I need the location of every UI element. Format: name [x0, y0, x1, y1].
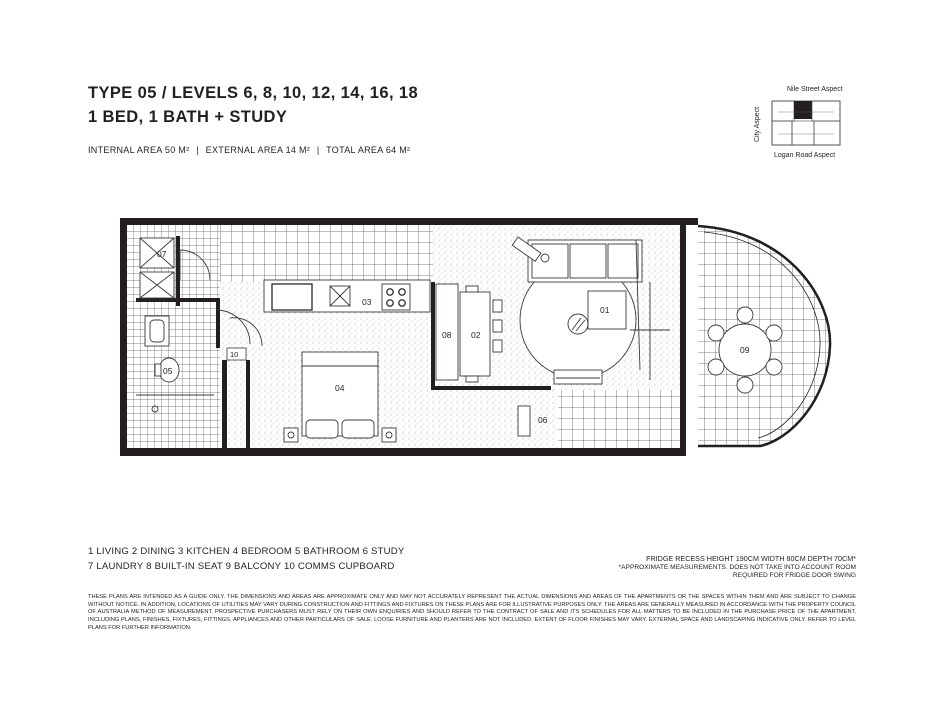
room-label-built-in-seat: 08	[442, 330, 452, 340]
room-label-laundry: 07	[157, 249, 167, 259]
hall-tiles	[558, 390, 680, 448]
room-label-comms-cupboard: 10	[230, 350, 239, 359]
fridge-note-line-3: REQUIRED FOR FRIDGE DOOR SWING	[732, 572, 856, 579]
room-label-bedroom: 04	[335, 383, 345, 393]
key-plan-north-label: Nile Street Aspect	[787, 86, 843, 93]
kitchen-tiles	[220, 222, 433, 282]
fridge-note-line-2: *APPROXIMATE MEASUREMENTS. DOES NOT TAKE INTO ACCOUNT ROOM	[618, 564, 856, 571]
room-label-living: 01	[600, 305, 610, 315]
key-plan-west-label: City Aspect	[754, 106, 761, 142]
room-label-dining: 02	[471, 330, 481, 340]
legend-line-2: 7 LAUNDRY 8 BUILT-IN SEAT 9 BALCONY 10 COMMS CUPBOARD	[88, 561, 395, 572]
room-label-study: 06	[538, 415, 548, 425]
plan-title: TYPE 05 / LEVELS 6, 8, 10, 12, 14, 16, 18	[88, 84, 419, 102]
kitchen-fixtures	[264, 280, 430, 312]
study-desk	[518, 406, 530, 436]
key-plan-unit-highlight	[794, 101, 812, 119]
plan-subtitle: 1 BED, 1 BATH + STUDY	[88, 108, 288, 126]
disclaimer: THESE PLANS ARE INTENDED AS A GUIDE ONLY. THE DIMENSIONS AND AREAS ARE APPROXIMATE ONLY AND MAY NOT ACCURATELY REPRESENT THE ACTUAL DIMENSIONS AND AREAS OF THE APARTMENTS OR THE SPACES WITHIN THEM AND ARE SUBJECT TO CHANGE WITHOUT NOTICE. IN ADDITION, LOCATIONS OF UTILITIES MAY VARY DURING CONSTRUCTION AND FITTINGS AND FIXTURES ON THESE PLANS ARE FOR ILLUSTRATIVE PURPOSES ONLY. THE AREAS ARE GENERALLY MEASURED IN ACCORDANCE WITH THE PROPERTY COUNCIL OF AUSTRALIA METHOD OF MEASUREMENT. PROSPECTIVE PURCHASERS MUST RELY ON THEIR OWN ENQUIRIES AND SHOULD REFER TO THE CONTRACT OF SALE AND ITS SCHEDULES FOR ALL MATTERS TO BE INCLUDED IN THE PURCHASE PRICE OF THE APARTMENT, INCLUDING PLANS, FINISHES, FIXTURES, FITTINGS, APPLIANCES AND OTHER PARTICULARS OF SALE. LOOSE FURNITURE AND PLANTERS ARE NOT INCLUDED. EXTENT OF FLOOR FINISHES MAY VARY. EXTERNAL SPACE AND LANDSCAPING INDICATIVE ONLY. REFER TO LEVEL PLANS FOR FURTHER INFORMATION.	[88, 594, 856, 631]
fridge-note-title: FRIDGE RECESS HEIGHT 190CM WIDTH 80CM DEPTH 70CM*	[646, 554, 856, 563]
room-label-balcony: 09	[740, 345, 750, 355]
room-label-bathroom: 05	[163, 366, 173, 376]
room-label-kitchen: 03	[362, 297, 372, 307]
internal-area: INTERNAL AREA 50 M²	[88, 145, 190, 155]
external-area: EXTERNAL AREA 14 M²	[205, 145, 311, 155]
key-plan-south-label: Logan Road Aspect	[774, 152, 836, 159]
area-separator: |	[316, 145, 320, 155]
area-separator: |	[196, 145, 199, 155]
key-plan	[772, 101, 840, 145]
legend-line-1: 1 LIVING 2 DINING 3 KITCHEN 4 BEDROOM 5 BATHROOM 6 STUDY	[88, 546, 405, 557]
total-area: TOTAL AREA 64 M²	[326, 145, 411, 155]
